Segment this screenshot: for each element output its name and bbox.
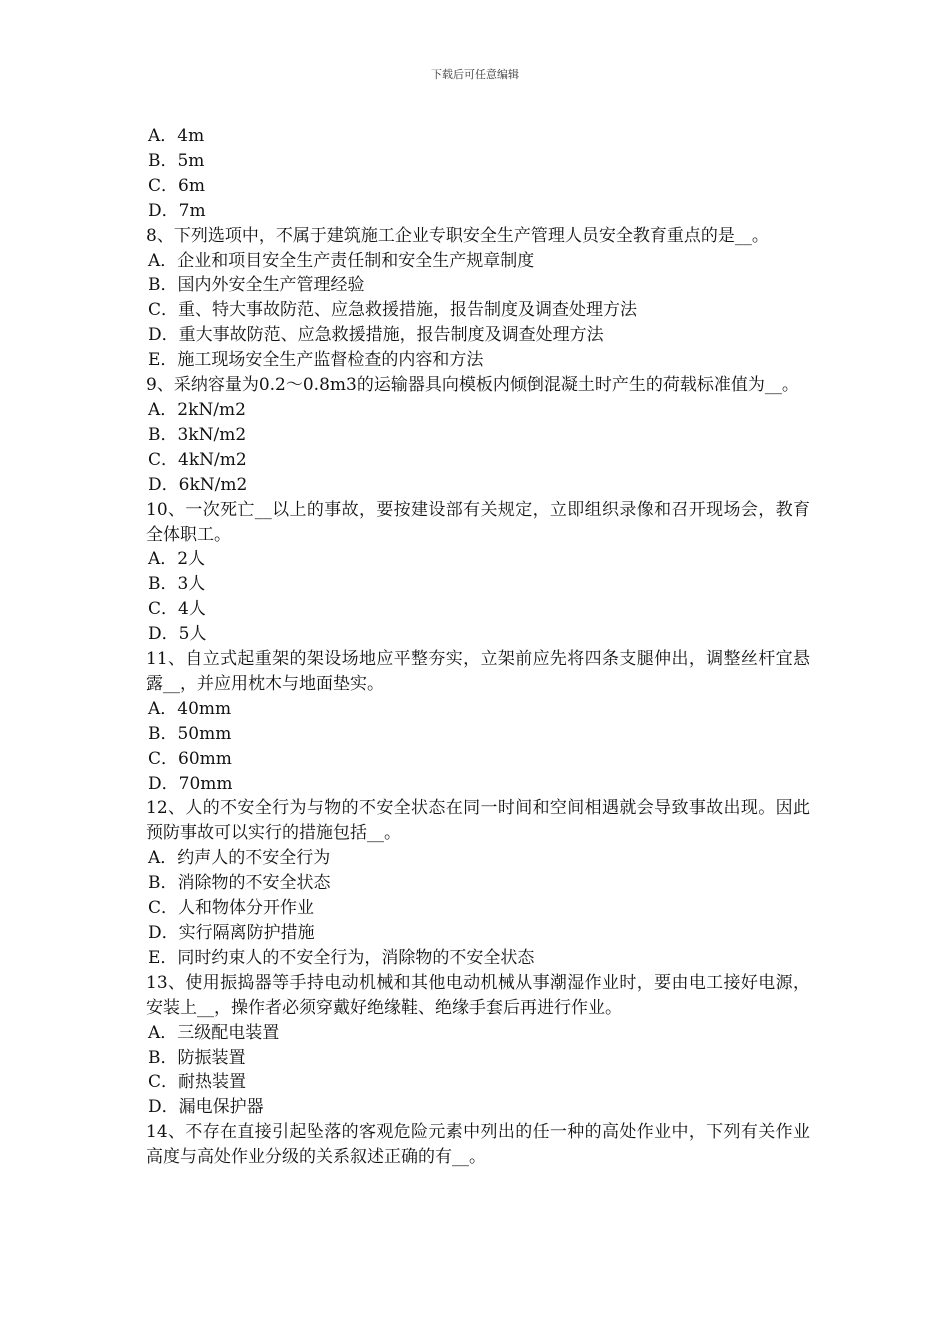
option: B．5m — [148, 150, 205, 171]
option: D．实行隔离防护措施 — [148, 923, 315, 943]
option: B．防振装置 — [148, 1047, 246, 1068]
question-10 — [146, 498, 810, 647]
question-11 — [146, 647, 810, 796]
option: C．人和物体分开作业 — [148, 898, 315, 919]
option: A．40mm — [148, 698, 232, 719]
question-stem: 12、人的不安全行为与物的不安全状态在同一时间和空间相遇就会导致事故出现。因此预防事故可以实行的措施包括__。 — [146, 798, 810, 844]
option: D．6kN/m2 — [148, 474, 248, 495]
option: D．重大事故防范、应急救援措施，报告制度及调查处理方法 — [148, 325, 604, 346]
page-header: 下载后可任意编辑 — [431, 68, 519, 81]
option: A．2人 — [148, 549, 206, 570]
question-12 — [146, 796, 810, 970]
option: E．施工现场安全生产监督检查的内容和方法 — [148, 350, 484, 371]
option: C．4kN/m2 — [148, 449, 247, 470]
option: A．约声人的不安全行为 — [148, 848, 331, 869]
question-stem: 8、下列选项中，不属于建筑施工企业专职安全生产管理人员安全教育重点的是__。 — [146, 225, 769, 246]
option: D．70mm — [148, 773, 233, 794]
option: A．三级配电装置 — [148, 1022, 280, 1043]
question-stem: 9、采纳容量为0.2～0.8m3的运输器具向模板内倾倒混凝土时产生的荷载标准值为__。 — [146, 375, 799, 396]
question-9 — [146, 373, 810, 498]
option: B．3人 — [148, 574, 206, 595]
question-stem: 13、使用振捣器等手持电动机械和其他电动机械从事潮湿作业时，要由电工接好电源，安装上__，操作者必须穿戴好绝缘鞋、绝缘手套后再进行作业。 — [146, 972, 810, 1018]
option: C．重、特大事故防范、应急救援措施，报告制度及调查处理方法 — [148, 300, 638, 321]
option: B．50mm — [148, 723, 232, 744]
option: B．消除物的不安全状态 — [148, 873, 331, 894]
option: D．5人 — [148, 624, 207, 645]
leading-options — [146, 124, 810, 224]
question-stem: 14、不存在直接引起坠落的客观危险元素中列出的任一种的高处作业中，下列有关作业高度与高处作业分级的关系叙述正确的有__。 — [146, 1122, 810, 1168]
option: C．4人 — [148, 599, 206, 620]
option: A．4m — [148, 126, 205, 146]
document-body — [146, 124, 810, 1170]
question-8 — [146, 224, 810, 373]
option: D．7m — [148, 200, 206, 221]
option: B．3kN/m2 — [148, 424, 247, 445]
option: C．6m — [148, 175, 205, 196]
option: E．同时约束人的不安全行为，消除物的不安全状态 — [148, 947, 535, 968]
question-stem: 11、自立式起重架的架设场地应平整夯实，立架前应先将四条支腿伸出，调整丝杆宜悬露__，并应用枕木与地面垫实。 — [146, 649, 810, 694]
option: C．60mm — [148, 748, 232, 769]
option: B．国内外安全生产管理经验 — [148, 275, 365, 296]
option: A．2kN/m2 — [148, 399, 246, 420]
option: C．耐热装置 — [148, 1072, 247, 1093]
option: A．企业和项目安全生产责任制和安全生产规章制度 — [148, 250, 535, 271]
question-13 — [146, 971, 810, 1120]
question-stem: 10、一次死亡__以上的事故，要按建设部有关规定，立即组织录像和召开现场会，教育全体职工。 — [146, 499, 810, 545]
option: D．漏电保护器 — [148, 1097, 264, 1118]
question-14 — [146, 1120, 810, 1170]
